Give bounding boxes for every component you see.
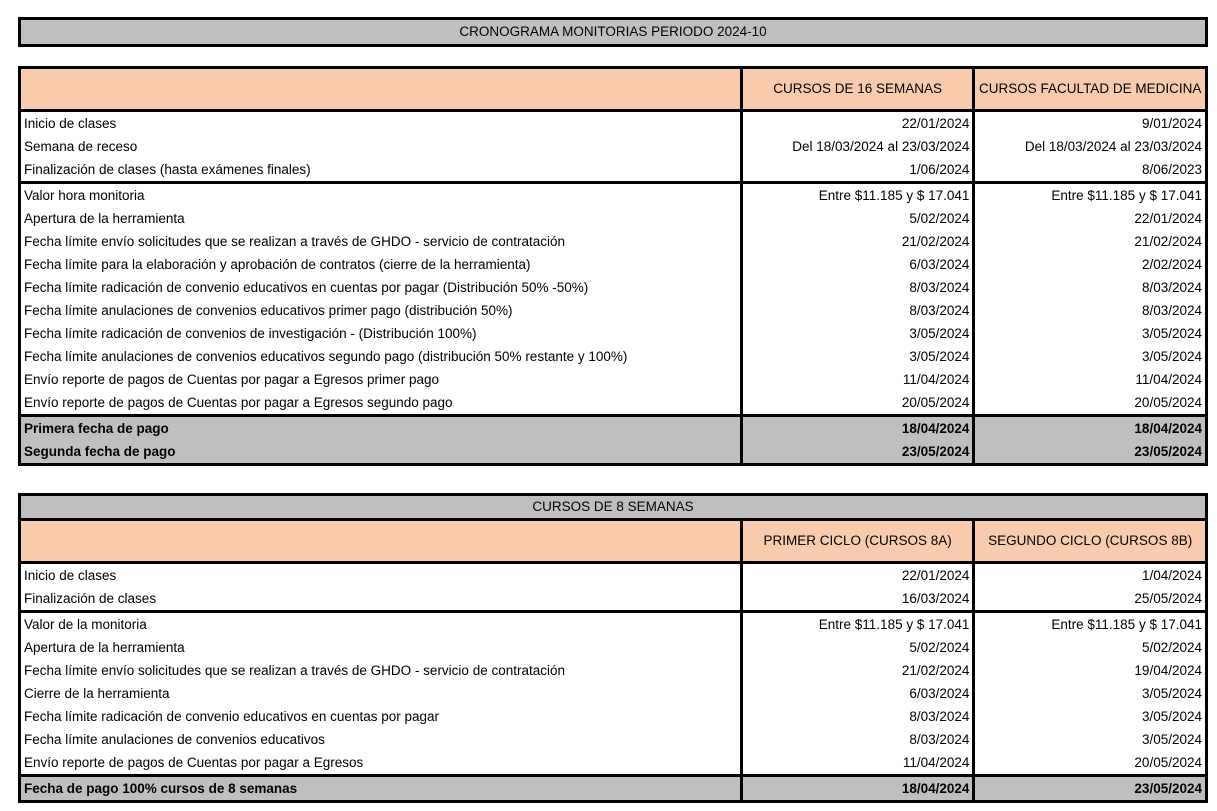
table-row (20, 612, 1207, 637)
table-row (20, 158, 1207, 183)
row-value-b: 8/03/2024 (974, 276, 1207, 299)
row-value-a: 22/01/2024 (741, 563, 974, 588)
row-value-a: 18/04/2024 (741, 776, 974, 802)
row-value-b: 20/05/2024 (974, 751, 1207, 776)
payment-row (20, 776, 1207, 802)
schedule-16-weeks-body (20, 68, 1207, 465)
row-label: Fecha de pago 100% cursos de 8 semanas (20, 776, 742, 802)
schedule-title: CRONOGRAMA MONITORIAS PERIODO 2024-10 (18, 17, 1208, 47)
table-row (20, 230, 1207, 253)
row-value-a: 21/02/2024 (741, 659, 974, 682)
header-medicine: CURSOS FACULTAD DE MEDICINA (974, 68, 1207, 111)
table-row (20, 751, 1207, 776)
row-label: Fecha límite envío solicitudes que se realizan a través de GHDO - servicio de contratación (24, 663, 566, 678)
row-value-b: 3/05/2024 (974, 322, 1207, 345)
row-value-b: Entre $11.185 y $ 17.041 (974, 183, 1207, 208)
row-value-a: Entre $11.185 y $ 17.041 (741, 183, 974, 208)
row-value-b: 8/03/2024 (974, 299, 1207, 322)
row-label: Apertura de la herramienta (24, 211, 185, 226)
row-label: Segunda fecha de pago (20, 440, 742, 465)
row-label: Envío reporte de pagos de Cuentas por pagar a Egresos primer pago (24, 372, 440, 387)
table-row (20, 207, 1207, 230)
table-row (20, 587, 1207, 612)
table-row (20, 659, 1207, 682)
row-value-b: 1/04/2024 (974, 563, 1207, 588)
row-value-b: 2/02/2024 (974, 253, 1207, 276)
table-row (20, 299, 1207, 322)
row-value-b: 9/01/2024 (974, 111, 1207, 136)
row-value-a: 16/03/2024 (741, 587, 974, 612)
table-row (20, 728, 1207, 751)
row-label: Inicio de clases (20, 111, 742, 136)
row-value-b: 25/05/2024 (974, 587, 1207, 612)
schedule-8-weeks-table (18, 493, 1208, 803)
row-value-b: 23/05/2024 (974, 440, 1207, 465)
table-row (20, 345, 1207, 368)
row-value-a: 23/05/2024 (741, 440, 974, 465)
row-value-b: 22/01/2024 (974, 207, 1207, 230)
row-value-a: 18/04/2024 (741, 416, 974, 441)
payment-row (20, 440, 1207, 465)
row-value-b: 3/05/2024 (974, 345, 1207, 368)
row-value-a: 5/02/2024 (741, 636, 974, 659)
row-value-a: 6/03/2024 (741, 682, 974, 705)
table-row (20, 111, 1207, 136)
row-value-b: 3/05/2024 (974, 728, 1207, 751)
row-label: Fecha límite anulaciones de convenios educativos primer pago (distribución 50%) (24, 303, 513, 318)
row-label: Semana de receso (24, 139, 138, 154)
row-value-b: Entre $11.185 y $ 17.041 (974, 612, 1207, 637)
table-row (20, 183, 1207, 208)
schedule-16-weeks-table (18, 66, 1208, 466)
table-row (20, 368, 1207, 391)
row-label: Valor hora monitoria (20, 183, 742, 208)
row-value-b: Del 18/03/2024 al 23/03/2024 (974, 135, 1207, 158)
row-label: Apertura de la herramienta (24, 640, 185, 655)
row-value-a: 11/04/2024 (741, 368, 974, 391)
row-value-a: 21/02/2024 (741, 230, 974, 253)
row-label: Fecha límite anulaciones de convenios educativos segundo pago (distribución 50% restante y 100%) (24, 349, 628, 364)
row-label: Fecha límite anulaciones de convenios educativos (24, 732, 325, 747)
table-row (20, 705, 1207, 728)
row-value-b: 3/05/2024 (974, 682, 1207, 705)
section-title-row (20, 495, 1207, 520)
header-row (20, 68, 1207, 111)
header-empty-cell (20, 68, 742, 111)
header-second-cycle: SEGUNDO CICLO (CURSOS 8B) (974, 520, 1207, 563)
section-title-8-weeks: CURSOS DE 8 SEMANAS (20, 495, 1207, 520)
row-label: Fecha límite radicación de convenio educativos en cuentas por pagar (24, 709, 439, 724)
row-value-a: 8/03/2024 (741, 276, 974, 299)
row-label: Envío reporte de pagos de Cuentas por pagar a Egresos segundo pago (24, 395, 453, 410)
row-label: Fecha límite radicación de convenios de investigación - (Distribución 100%) (24, 326, 477, 341)
row-value-b: 8/06/2023 (974, 158, 1207, 183)
table-row (20, 563, 1207, 588)
row-value-a: Entre $11.185 y $ 17.041 (741, 612, 974, 637)
row-label: Fecha límite para la elaboración y aprobación de contratos (cierre de la herramienta) (24, 257, 531, 272)
row-value-a: 8/03/2024 (741, 299, 974, 322)
row-value-a: 20/05/2024 (741, 391, 974, 416)
row-label: Inicio de clases (20, 563, 742, 588)
row-value-a: Del 18/03/2024 al 23/03/2024 (741, 135, 974, 158)
row-value-a: 22/01/2024 (741, 111, 974, 136)
row-value-a: 3/05/2024 (741, 345, 974, 368)
table-row (20, 682, 1207, 705)
row-label: Cierre de la herramienta (24, 686, 170, 701)
row-label: Primera fecha de pago (20, 416, 742, 441)
table-row (20, 636, 1207, 659)
row-value-a: 3/05/2024 (741, 322, 974, 345)
header-16-weeks: CURSOS DE 16 SEMANAS (741, 68, 974, 111)
row-value-b: 23/05/2024 (974, 776, 1207, 802)
row-value-a: 6/03/2024 (741, 253, 974, 276)
table-row (20, 253, 1207, 276)
row-value-a: 5/02/2024 (741, 207, 974, 230)
row-label: Envío reporte de pagos de Cuentas por pagar a Egresos (24, 755, 364, 770)
row-value-b: 3/05/2024 (974, 705, 1207, 728)
row-label: Finalización de clases (hasta exámenes finales) (24, 162, 311, 177)
row-value-a: 8/03/2024 (741, 728, 974, 751)
header-row (20, 520, 1207, 563)
payment-row (20, 416, 1207, 441)
row-label: Valor de la monitoria (20, 612, 742, 637)
table-row (20, 391, 1207, 416)
row-value-a: 8/03/2024 (741, 705, 974, 728)
row-value-b: 19/04/2024 (974, 659, 1207, 682)
row-value-a: 1/06/2024 (741, 158, 974, 183)
row-value-a: 11/04/2024 (741, 751, 974, 776)
row-value-b: 11/04/2024 (974, 368, 1207, 391)
row-value-b: 18/04/2024 (974, 416, 1207, 441)
row-label: Fecha límite radicación de convenio educativos en cuentas por pagar (Distribución 50% -50%) (24, 280, 589, 295)
row-label: Finalización de clases (24, 591, 157, 606)
row-value-b: 5/02/2024 (974, 636, 1207, 659)
header-first-cycle: PRIMER CICLO (CURSOS 8A) (741, 520, 974, 563)
row-value-b: 21/02/2024 (974, 230, 1207, 253)
row-value-b: 20/05/2024 (974, 391, 1207, 416)
schedule-8-weeks-body (20, 495, 1207, 802)
header-empty-cell (20, 520, 742, 563)
row-label: Fecha límite envío solicitudes que se realizan a través de GHDO - servicio de contratación (24, 234, 566, 249)
table-row (20, 322, 1207, 345)
table-row (20, 135, 1207, 158)
table-row (20, 276, 1207, 299)
